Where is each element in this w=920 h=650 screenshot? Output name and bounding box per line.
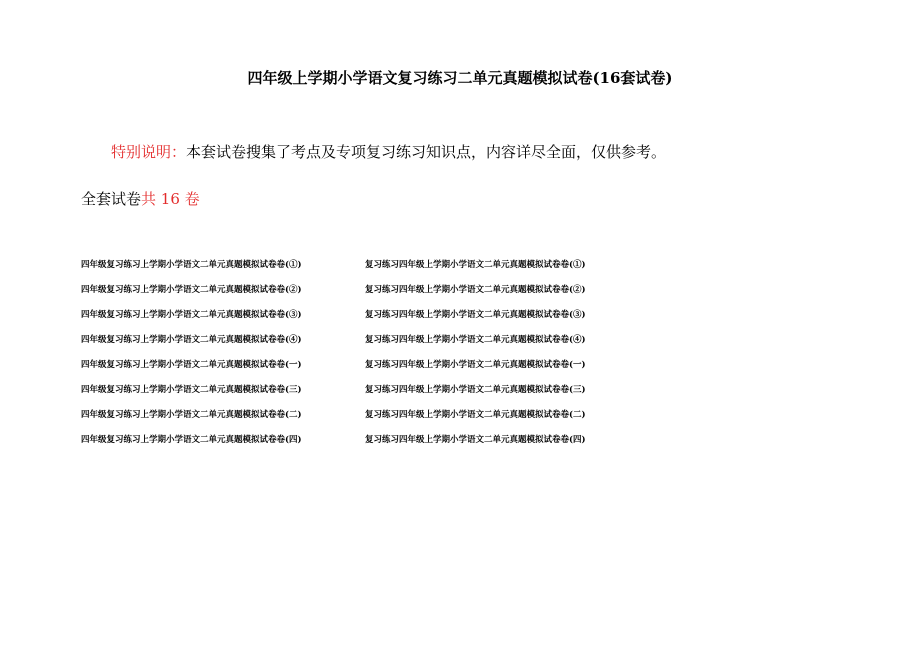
list-row bbox=[0, 383, 920, 408]
paper-title-left: 四年级复习练习上学期小学语文二单元真题模拟试卷卷(四) bbox=[81, 435, 302, 445]
paper-title-left: 四年级复习练习上学期小学语文二单元真题模拟试卷卷(二) bbox=[81, 410, 302, 420]
paper-title-right: 复习练习四年级上学期小学语文二单元真题模拟试卷卷(二) bbox=[365, 410, 586, 420]
list-row bbox=[0, 333, 920, 358]
list-row bbox=[0, 433, 920, 458]
list-row bbox=[0, 283, 920, 308]
count-prefix: 全套试卷 bbox=[81, 190, 142, 208]
list-row bbox=[0, 358, 920, 383]
page-title: 四年级上学期小学语文复习练习二单元真题模拟试卷(16套试卷) bbox=[247, 69, 673, 87]
paper-title-left: 四年级复习练习上学期小学语文二单元真题模拟试卷卷(①) bbox=[81, 260, 302, 270]
paper-title-right: 复习练习四年级上学期小学语文二单元真题模拟试卷卷(④) bbox=[365, 335, 586, 345]
special-note bbox=[111, 142, 666, 162]
paper-list bbox=[0, 258, 920, 458]
list-row bbox=[0, 258, 920, 283]
paper-title-right: 复习练习四年级上学期小学语文二单元真题模拟试卷卷(三) bbox=[365, 385, 586, 395]
note-text: 本套试卷搜集了考点及专项复习练习知识点，内容详尽全面，仅供参考。 bbox=[186, 143, 667, 161]
paper-title-left: 四年级复习练习上学期小学语文二单元真题模拟试卷卷(②) bbox=[81, 285, 302, 295]
list-row bbox=[0, 308, 920, 333]
note-label: 特别说明： bbox=[111, 143, 187, 161]
list-row bbox=[0, 408, 920, 433]
paper-title-right: 复习练习四年级上学期小学语文二单元真题模拟试卷卷(②) bbox=[365, 285, 586, 295]
paper-title-left: 四年级复习练习上学期小学语文二单元真题模拟试卷卷(一) bbox=[81, 360, 302, 370]
count-value: 共 16 卷 bbox=[141, 190, 200, 208]
paper-title-left: 四年级复习练习上学期小学语文二单元真题模拟试卷卷(③) bbox=[81, 310, 302, 320]
paper-count bbox=[81, 189, 200, 209]
paper-title-right: 复习练习四年级上学期小学语文二单元真题模拟试卷卷(一) bbox=[365, 360, 586, 370]
paper-title-right: 复习练习四年级上学期小学语文二单元真题模拟试卷卷(③) bbox=[365, 310, 586, 320]
paper-title-right: 复习练习四年级上学期小学语文二单元真题模拟试卷卷(①) bbox=[365, 260, 586, 270]
paper-title-right: 复习练习四年级上学期小学语文二单元真题模拟试卷卷(四) bbox=[365, 435, 586, 445]
paper-title-left: 四年级复习练习上学期小学语文二单元真题模拟试卷卷(三) bbox=[81, 385, 302, 395]
paper-title-left: 四年级复习练习上学期小学语文二单元真题模拟试卷卷(④) bbox=[81, 335, 302, 345]
